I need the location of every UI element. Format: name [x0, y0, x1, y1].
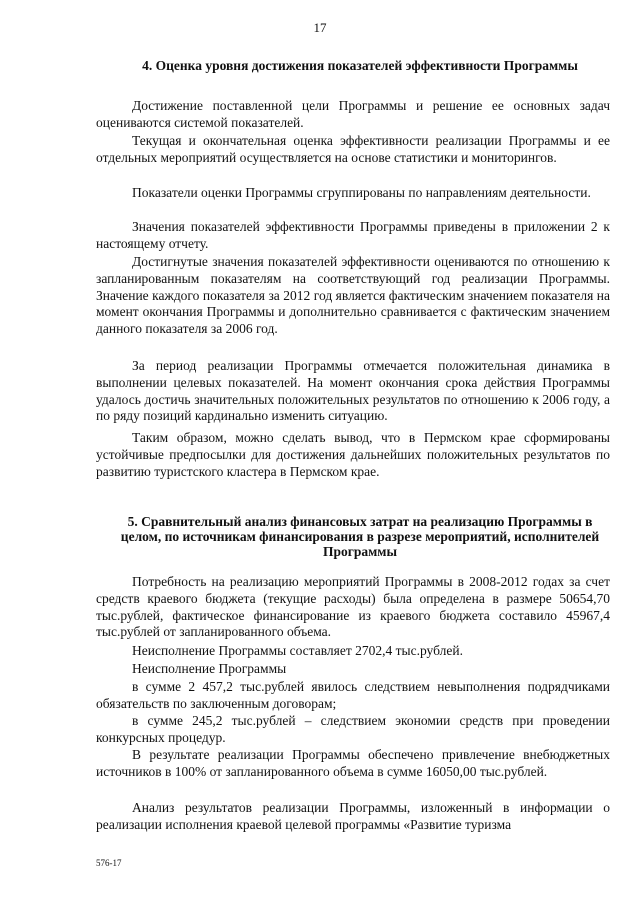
s5-paragraph-3: Неисполнение Программы [132, 661, 287, 676]
s5-paragraph-4: в сумме 2 457,2 тыс.рублей явилось следствием невыполнения подрядчиками обязательств по заключенным договорам; [96, 679, 610, 711]
s4-paragraph-3: Показатели оценки Программы сгруппированы по направлениям деятельности. [132, 185, 591, 200]
section-4-heading: 4. Оценка уровня достижения показателей эффективности Программы [142, 58, 578, 73]
section-5-heading: 5. Сравнительный анализ финансовых затрат на реализацию Программы в целом, по источникам финансирования в разрезе мероприятий, исполнителей Программы [120, 514, 600, 559]
page-number: 17 [313, 20, 327, 35]
s4-paragraph-4: Значения показателей эффективности Программы приведены в приложении 2 к настоящему отчету. [96, 219, 610, 251]
s4-paragraph-2: Текущая и окончательная оценка эффективности реализации Программы и ее отдельных мероприятий осуществляется на основе статистики и мониторингов. [96, 133, 610, 165]
s4-paragraph-5: Достигнутые значения показателей эффективности оцениваются по отношению к запланированным показателям на соответствующий год реализации Программы. Значение каждого показателя за 2012 год является фактическим значением показателя на момент окончания Программы и дополнительно сравнивается с фактическим значением данного показателя за 2006 год. [96, 254, 610, 337]
footer-code: 576-17 [96, 858, 122, 868]
s5-paragraph-7: Анализ результатов реализации Программы, изложенный в информации о реализации исполнения краевой целевой программы «Развитие туризма [96, 800, 610, 832]
s5-paragraph-6: В результате реализации Программы обеспечено привлечение внебюджетных источников в 100% от запланированного объема в сумме 16050,00 тыс.рублей. [96, 747, 610, 779]
s4-paragraph-7: Таким образом, можно сделать вывод, что в Пермском крае сформированы устойчивые предпосылки для достижения дальнейших положительных результатов по развитию туристского кластера в Пермском крае. [96, 430, 610, 479]
s4-paragraph-1: Достижение поставленной цели Программы и решение ее основных задач оцениваются системой показателей. [96, 98, 610, 130]
s5-paragraph-5: в сумме 245,2 тыс.рублей – следствием экономии средств при проведении конкурсных процедур. [96, 713, 610, 745]
s5-paragraph-2: Неисполнение Программы составляет 2702,4 тыс.рублей. [132, 643, 463, 658]
s5-paragraph-1: Потребность на реализацию мероприятий Программы в 2008-2012 годах за счет средств краевого бюджета (текущие расходы) была определена в размере 50654,70 тыс.рублей, фактическое финансирование из краевого бюджета составило 45967,4 тыс.рублей от запланированного объема. [96, 574, 610, 640]
s4-paragraph-6: За период реализации Программы отмечается положительная динамика в выполнении целевых показателей. На момент окончания срока действия Программы удалось достичь значительных положительных результатов по отношению к 2006 году, а по ряду позиций кардинально изменить ситуацию. [96, 358, 610, 424]
